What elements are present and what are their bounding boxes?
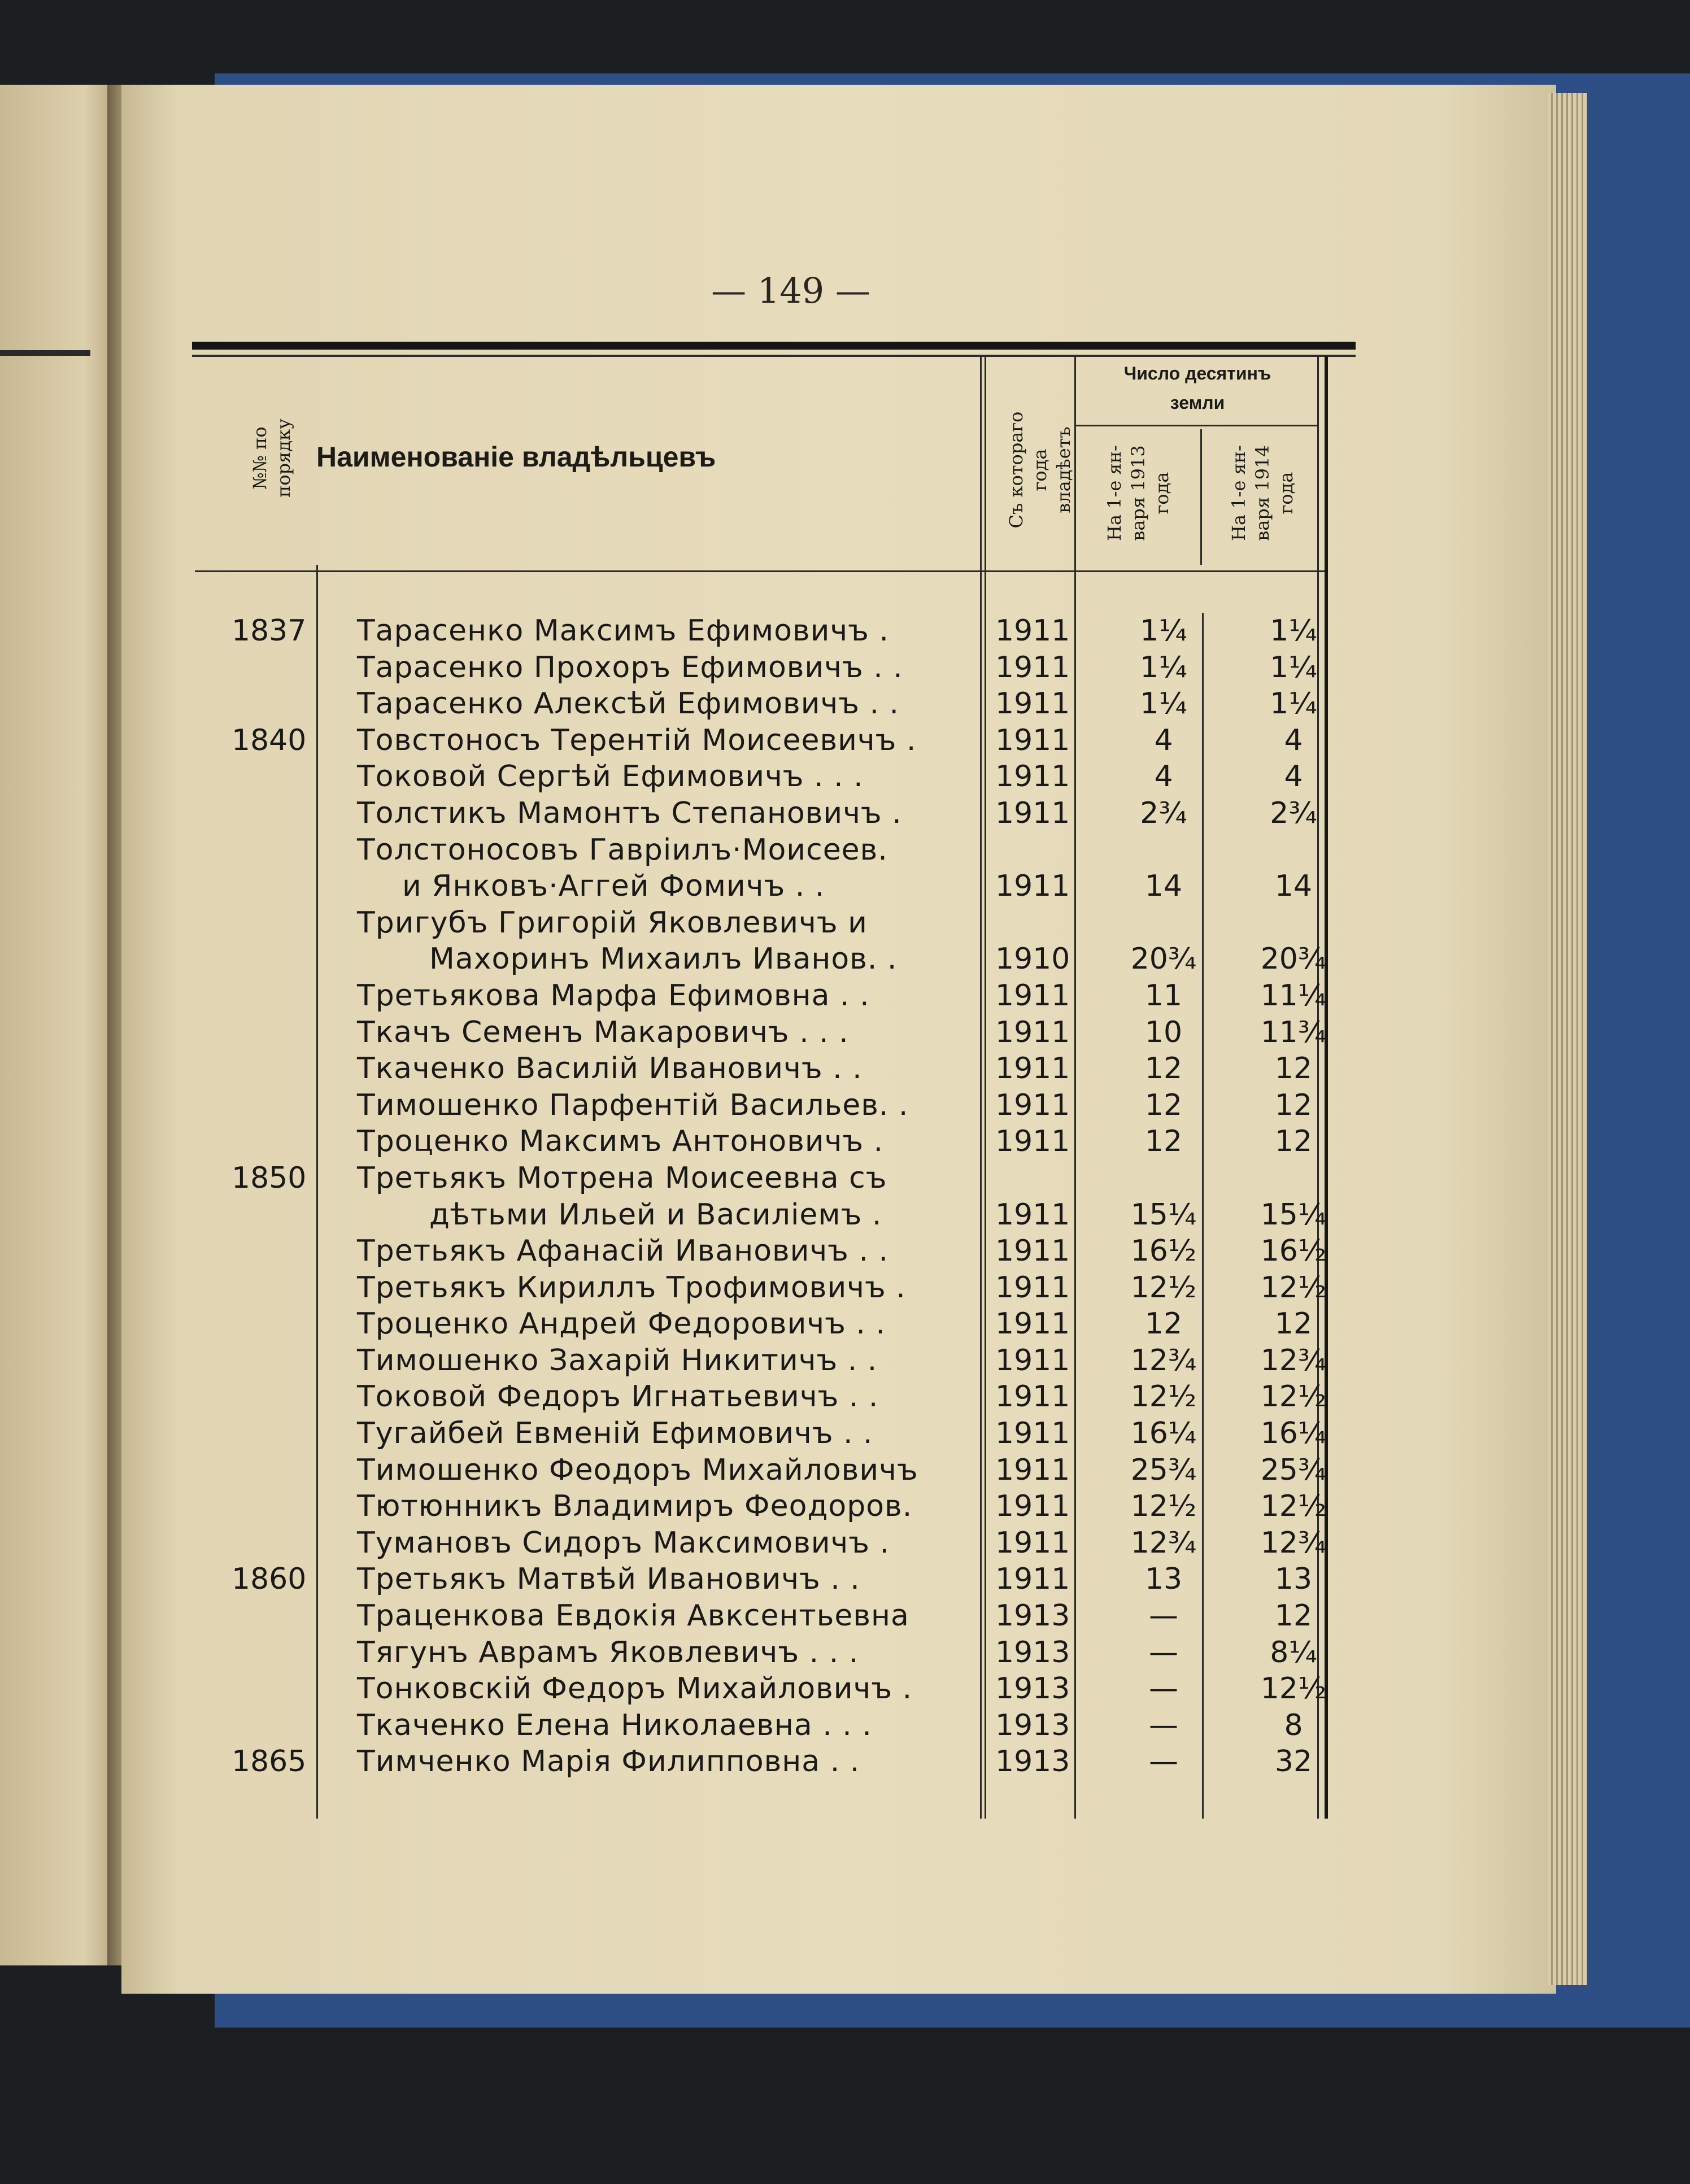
column-divider: [1200, 429, 1202, 565]
table-row: [0, 1561, 1690, 1598]
owner-name: Токовой Федоръ Игнатьевичъ . .: [357, 1380, 879, 1414]
table-row: [0, 1306, 1690, 1342]
land-1913: 12½: [1130, 1489, 1197, 1524]
land-1914: 12: [1274, 1124, 1313, 1159]
header-land-count-line2: земли: [1170, 393, 1225, 413]
owner-name: Ткаченко Елена Николаевна . . .: [357, 1708, 872, 1742]
since-year: 1911: [995, 978, 1070, 1013]
table-row: [0, 649, 1690, 686]
land-1914: 4: [1284, 723, 1303, 757]
land-1913: —: [1149, 1672, 1178, 1706]
land-1914: 16¼: [1260, 1416, 1327, 1451]
since-year: 1911: [995, 614, 1070, 648]
row-number: 1850: [232, 1161, 307, 1195]
land-1914: 11¾: [1260, 1015, 1327, 1049]
since-year: 1911: [995, 869, 1070, 904]
table-row: [0, 1087, 1690, 1124]
since-year: 1911: [995, 1270, 1070, 1305]
owner-name: Толстикъ Мамонтъ Степановичъ .: [357, 796, 902, 830]
table-row: [0, 978, 1690, 1014]
left-page-table-rule: [0, 350, 90, 356]
table-row: [0, 1160, 1690, 1197]
owner-name: Тимошенко Феодоръ Михайловичъ: [357, 1453, 918, 1487]
land-1914: 25¾: [1260, 1453, 1327, 1487]
land-1914: 12: [1274, 1599, 1313, 1633]
land-1913: 10: [1144, 1015, 1183, 1049]
since-year: 1913: [995, 1745, 1070, 1779]
table-row: [0, 1014, 1690, 1051]
owner-name: Траценкова Евдокія Авксентьевна: [357, 1599, 909, 1633]
since-year: 1910: [995, 942, 1070, 977]
land-1913: 4: [1154, 760, 1173, 794]
table-row: [0, 722, 1690, 759]
since-year: 1911: [995, 687, 1070, 721]
owner-name: Тумановъ Сидоръ Максимовичъ .: [357, 1525, 890, 1560]
table-row: [0, 1707, 1690, 1744]
land-1914: 12: [1274, 1052, 1313, 1086]
since-year: 1913: [995, 1672, 1070, 1706]
land-1914: 12¾: [1260, 1525, 1327, 1560]
page-number: — 149 —: [711, 270, 870, 311]
land-1914: 12½: [1260, 1489, 1327, 1524]
owner-name: Третьякъ Мотрена Моисеевна съ: [357, 1161, 887, 1195]
land-1914: 32: [1274, 1745, 1313, 1779]
since-year: 1911: [995, 1525, 1070, 1560]
land-1914: 20¾: [1260, 942, 1327, 977]
header-since-year-line2: владѣетъ: [1053, 426, 1074, 513]
land-1913: 12: [1144, 1052, 1183, 1086]
header-jan-1913-line2: варя 1913: [1127, 445, 1149, 541]
header-jan-1914-line3: года: [1275, 472, 1297, 515]
land-1914: 1¼: [1270, 614, 1317, 648]
owner-name: Троценко Максимъ Антоновичъ .: [357, 1124, 884, 1159]
since-year: 1913: [995, 1599, 1070, 1633]
owner-name: Третьякова Марфа Ефимовна . .: [357, 978, 870, 1013]
table-row: [0, 1743, 1690, 1780]
land-1913: 1¼: [1140, 650, 1187, 685]
table-row: [0, 1415, 1690, 1452]
owner-name: Третьякъ Кириллъ Трофимовичъ .: [357, 1270, 906, 1305]
header-order-number: №№ по порядку: [249, 419, 294, 498]
header-bottom-rule: [195, 570, 1325, 572]
owner-name: Толстоносовъ Гавріилъ·Моисеев.: [357, 832, 888, 867]
land-1913: 25¾: [1130, 1453, 1197, 1487]
owner-name: дѣтьми Ильей и Василіемъ .: [429, 1197, 882, 1232]
header-land-count: [1079, 359, 1316, 417]
header-jan-1914-line1: На 1-е ян-: [1228, 445, 1249, 541]
land-1913: 15¼: [1130, 1197, 1197, 1232]
land-1914: 12: [1274, 1088, 1313, 1122]
table-row: [0, 941, 1690, 978]
table-row: [0, 1525, 1690, 1562]
land-1913: 1¼: [1140, 687, 1187, 721]
row-number: 1865: [232, 1745, 307, 1779]
since-year: 1913: [995, 1708, 1070, 1742]
row-number: 1860: [232, 1562, 307, 1597]
since-year: 1911: [995, 650, 1070, 685]
table-row: [0, 1233, 1690, 1270]
table-row: [0, 1671, 1690, 1707]
since-year: 1911: [995, 796, 1070, 830]
table-row: [0, 1379, 1690, 1415]
since-year: 1911: [995, 1416, 1070, 1451]
table-row: [0, 868, 1690, 905]
table-row: [0, 795, 1690, 832]
owner-name: Тимченко Марія Филипповна . .: [357, 1745, 860, 1779]
since-year: 1911: [995, 1197, 1070, 1232]
land-1913: 12: [1144, 1307, 1183, 1341]
owner-name: Третьякъ Матвѣй Ивановичъ . .: [357, 1562, 860, 1597]
land-1913: —: [1149, 1635, 1178, 1669]
since-year: 1911: [995, 1015, 1070, 1049]
table-row: [0, 905, 1690, 941]
owner-name: Махоринъ Михаилъ Иванов. .: [429, 942, 898, 977]
table-row: [0, 1598, 1690, 1634]
owner-name: Ткаченко Василій Ивановичъ . .: [357, 1052, 863, 1086]
header-jan-1914: [1227, 428, 1298, 558]
owner-name: и Янковъ·Аггей Фомичъ . .: [402, 869, 825, 904]
owner-name: Тугайбей Евменій Ефимовичъ . .: [357, 1416, 873, 1451]
row-number: 1840: [232, 723, 307, 757]
land-1913: 12¾: [1130, 1343, 1197, 1377]
since-year: 1913: [995, 1635, 1070, 1669]
land-1913: 16¼: [1130, 1416, 1197, 1451]
since-year: 1911: [995, 1489, 1070, 1524]
land-1914: 12½: [1260, 1672, 1327, 1706]
table-row: [0, 1123, 1690, 1160]
header-sub-rule: [1076, 425, 1317, 426]
table-row: [0, 1634, 1690, 1671]
land-1913: 12: [1144, 1088, 1183, 1122]
owner-name: Ткачъ Семенъ Макаровичъ . . .: [357, 1015, 849, 1049]
header-since-year: [1004, 391, 1074, 549]
since-year: 1911: [995, 1124, 1070, 1159]
land-1913: 12¾: [1130, 1525, 1197, 1560]
land-1913: 13: [1144, 1562, 1183, 1597]
land-1913: —: [1149, 1599, 1178, 1633]
table-row: [0, 686, 1690, 722]
table-row: [0, 1197, 1690, 1233]
land-1914: 13: [1274, 1562, 1313, 1597]
land-1914: 16½: [1260, 1234, 1327, 1268]
land-1913: 12½: [1130, 1270, 1197, 1305]
header-since-year-line1: Съ котораго года: [1005, 411, 1051, 529]
land-1913: —: [1149, 1708, 1178, 1742]
table-top-rule-thin: [192, 355, 1356, 357]
since-year: 1911: [995, 723, 1070, 757]
owner-name: Товстоносъ Терентій Моисеевичъ .: [357, 723, 917, 757]
land-1914: 14: [1274, 869, 1313, 904]
table-row: [0, 1452, 1690, 1489]
owner-name: Троценко Андрей Федоровичъ . .: [357, 1307, 886, 1341]
owner-name: Тарасенко Максимъ Ефимовичъ .: [357, 614, 889, 648]
owner-name: Тимошенко Парфентій Васильев. .: [357, 1088, 909, 1122]
since-year: 1911: [995, 1380, 1070, 1414]
land-1914: 12½: [1260, 1270, 1327, 1305]
land-1914: 2¾: [1270, 796, 1317, 830]
owner-name: Тонковскій Федоръ Михайловичъ .: [357, 1672, 913, 1706]
land-1914: 12¾: [1260, 1343, 1327, 1377]
since-year: 1911: [995, 760, 1070, 794]
owner-name: Тютюнникъ Владимиръ Феодоров.: [357, 1489, 913, 1524]
land-1913: 14: [1144, 869, 1183, 904]
since-year: 1911: [995, 1307, 1070, 1341]
owner-name: Токовой Сергѣй Ефимовичъ . . .: [357, 760, 864, 794]
row-number: 1837: [232, 614, 307, 648]
land-1914: 1¼: [1270, 687, 1317, 721]
owner-name: Тарасенко Прохоръ Ефимовичъ . .: [357, 650, 903, 685]
header-owner-name: Наименованіе владѣльцевъ: [316, 441, 716, 473]
header-jan-1913: [1103, 428, 1174, 558]
land-1913: 20¾: [1130, 942, 1197, 977]
land-1913: 11: [1144, 978, 1183, 1013]
owner-name: Третьякъ Афанасій Ивановичъ . .: [357, 1234, 889, 1268]
owner-name: Тягунъ Аврамъ Яковлевичъ . . .: [357, 1635, 859, 1669]
table-top-rule: [192, 342, 1356, 350]
owner-name: Тарасенко Алексѣй Ефимовичъ . .: [357, 687, 900, 721]
land-1913: 4: [1154, 723, 1173, 757]
land-1913: —: [1149, 1745, 1178, 1779]
table-row: [0, 1050, 1690, 1087]
land-1914: 1¼: [1270, 650, 1317, 685]
land-1914: 12: [1274, 1307, 1313, 1341]
land-1913: 16½: [1130, 1234, 1197, 1268]
land-1913: 12: [1144, 1124, 1183, 1159]
header-jan-1913-line3: года: [1151, 472, 1173, 515]
table-row: [0, 1488, 1690, 1525]
land-1914: 12½: [1260, 1380, 1327, 1414]
table-row: [0, 1270, 1690, 1306]
land-1914: 8¼: [1270, 1635, 1317, 1669]
header-jan-1914-line2: варя 1914: [1252, 445, 1273, 541]
header-jan-1913-line1: На 1-е ян-: [1104, 445, 1125, 541]
table-row: [0, 758, 1690, 795]
land-1913: 1¼: [1140, 614, 1187, 648]
since-year: 1911: [995, 1562, 1070, 1597]
since-year: 1911: [995, 1343, 1070, 1377]
land-1914: 4: [1284, 760, 1303, 794]
table-row: [0, 832, 1690, 869]
table-body: [0, 613, 1690, 1780]
land-1914: 11¼: [1260, 978, 1327, 1013]
land-1914: 15¼: [1260, 1197, 1327, 1232]
since-year: 1911: [995, 1052, 1070, 1086]
land-1914: 8: [1284, 1708, 1303, 1742]
land-1913: 2¾: [1140, 796, 1187, 830]
header-land-count-line1: Число десятинъ: [1123, 363, 1271, 383]
table-row: [0, 1342, 1690, 1379]
since-year: 1911: [995, 1453, 1070, 1487]
since-year: 1911: [995, 1234, 1070, 1268]
owner-name: Тригубъ Григорій Яковлевичъ и: [357, 905, 868, 940]
owner-name: Тимошенко Захарій Никитичъ . .: [357, 1343, 878, 1377]
table-row: [0, 613, 1690, 649]
land-1913: 12½: [1130, 1380, 1197, 1414]
since-year: 1911: [995, 1088, 1070, 1122]
